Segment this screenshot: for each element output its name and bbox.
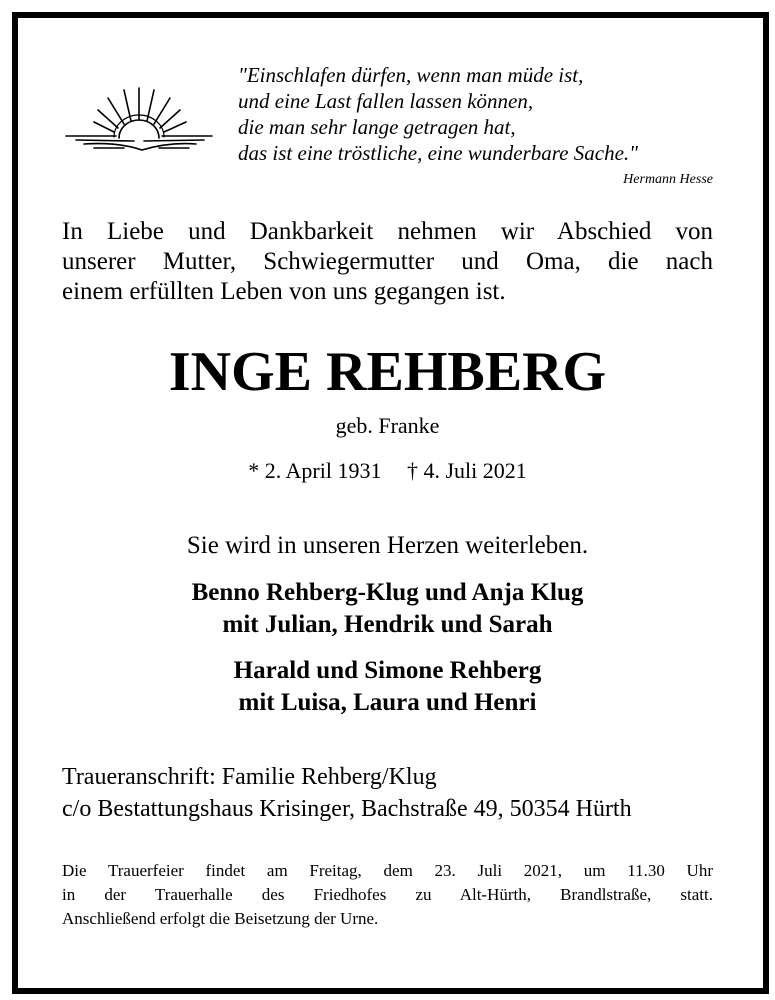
quote-author: Hermann Hesse: [623, 172, 713, 187]
intro-line: einem erfüllten Leben von uns gegangen ist.: [62, 278, 506, 305]
intro-line: In Liebe und Dankbarkeit nehmen wir Abschied von: [62, 218, 713, 245]
intro-line: unserer Mutter, Schwiegermutter und Oma, die nach: [62, 248, 713, 275]
notice-line: Anschließend erfolgt die Beisetzung der Urne.: [62, 909, 379, 928]
quote: [238, 62, 638, 166]
family-line: Benno Rehberg-Klug und Anja Klug: [191, 579, 584, 606]
family-line: mit Luisa, Laura und Henri: [238, 689, 537, 716]
notice-line: in der Trauerhalle des Friedhofes zu Alt-Hürth, Brandlstraße, statt.: [62, 885, 713, 904]
funeral-notice: [62, 859, 713, 931]
family-line: mit Julian, Hendrik und Sarah: [222, 611, 553, 638]
sunset-icon: [64, 84, 214, 164]
birth-date: * 2. April 1931: [248, 458, 382, 483]
quote-line: und eine Last fallen lassen können,: [238, 89, 534, 113]
family-group: [0, 655, 775, 719]
birth-name: geb. Franke: [335, 413, 440, 438]
life-dates: [0, 458, 775, 484]
family-group: [0, 577, 775, 641]
quote-line: die man sehr lange getragen hat,: [238, 115, 516, 139]
mourning-address: [62, 761, 632, 825]
family-line: Harald und Simone Rehberg: [233, 657, 542, 684]
notice-line: Die Trauerfeier findet am Freitag, dem 23. Juli 2021, um 11.30 Uhr: [62, 861, 713, 880]
address-line: Traueranschrift: Familie Rehberg/Klug: [62, 764, 437, 790]
quote-line: das ist eine tröstliche, eine wunderbare Sache.": [238, 141, 638, 165]
address-line: c/o Bestattungshaus Krisinger, Bachstraße 49, 50354 Hürth: [62, 796, 632, 822]
intro-text: [62, 217, 713, 307]
death-date: † 4. Juli 2021: [406, 458, 527, 483]
motto: Sie wird in unseren Herzen weiterleben.: [186, 532, 589, 559]
deceased-name: INGE REHBERG: [168, 341, 607, 403]
quote-line: "Einschlafen dürfen, wenn man müde ist,: [238, 63, 584, 87]
